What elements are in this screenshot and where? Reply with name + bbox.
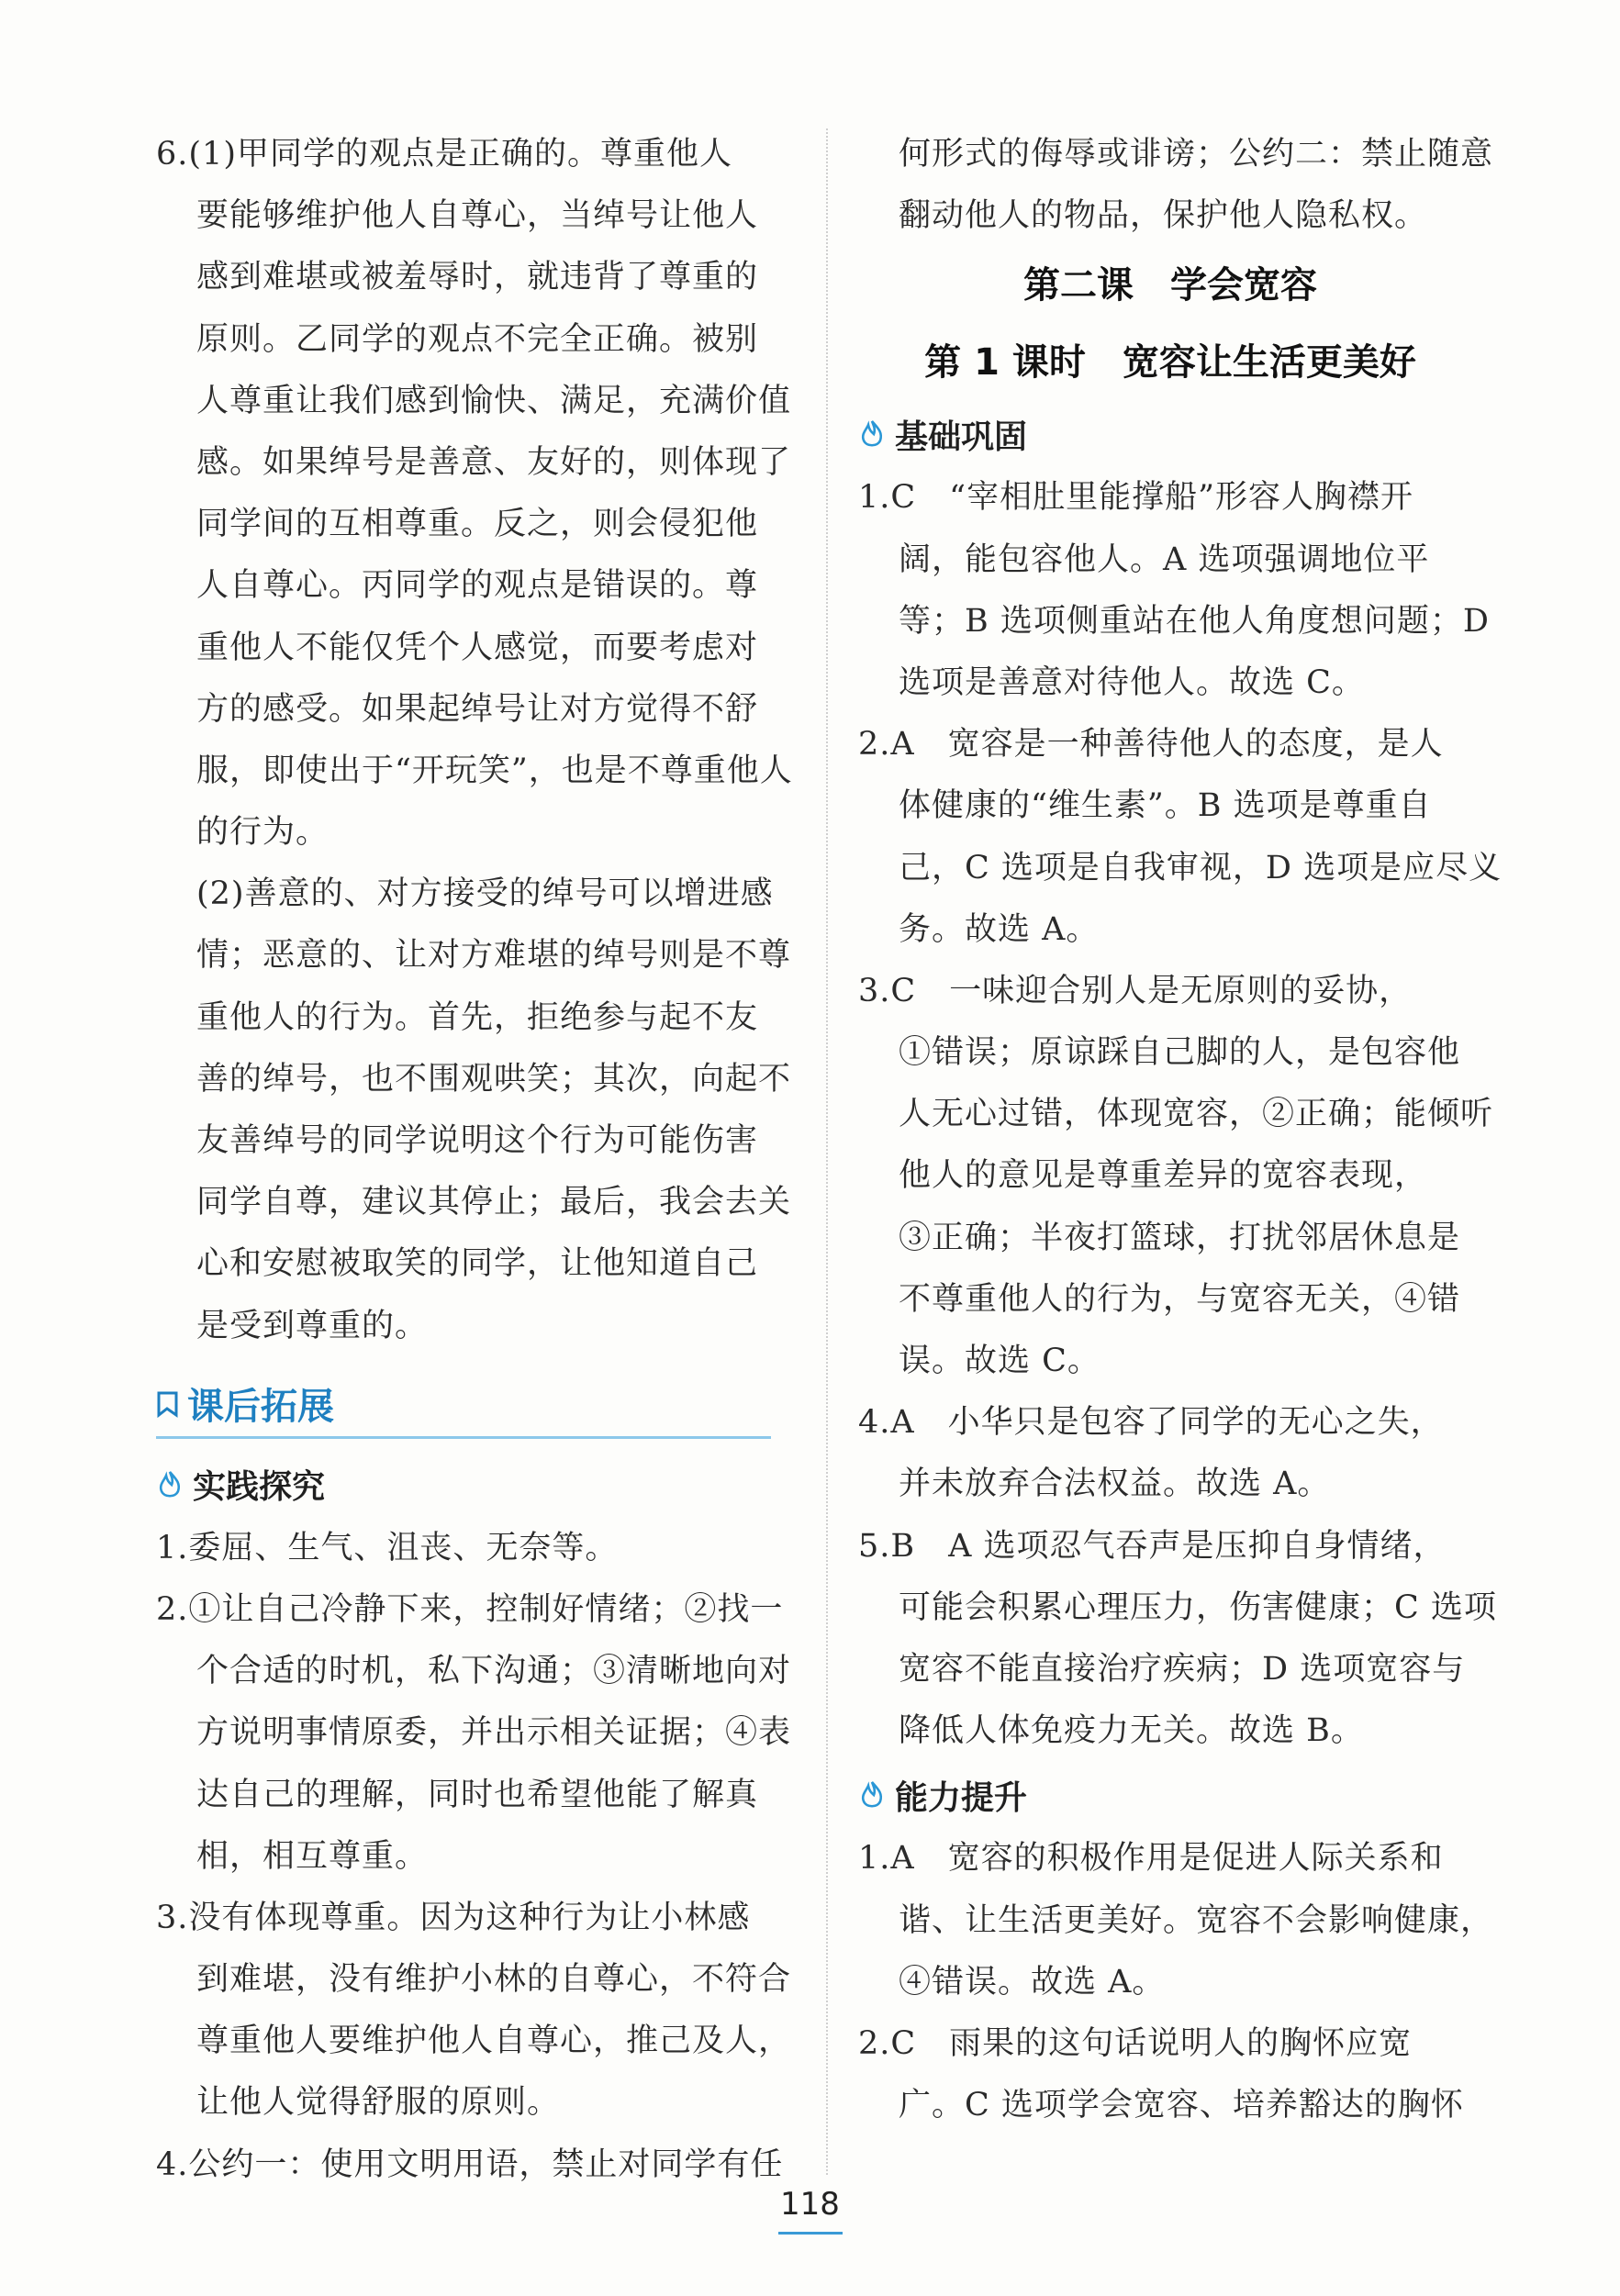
text-line: 降低人体免疫力无关。故选 B。 [899,1712,1364,1750]
flame-icon [156,1469,184,1500]
flame-icon [858,418,886,450]
text-line: 人无心过错，体现宽容，②正确；能倾听 [899,1096,1494,1133]
text-line: 宽容不能直接治疗疾病；D 选项宽容与 [899,1650,1466,1688]
period-title: 第 1 课时 宽容让生活更美好 [924,341,1416,385]
lesson-title: 第二课 学会宽容 [1023,264,1317,307]
text-line: 同学间的互相尊重。反之，则会侵犯他 [196,506,759,543]
text-line: 友善绰号的同学说明这个行为可能伤害 [196,1122,759,1159]
extension-header-label: 课后拓展 [187,1386,334,1429]
text-line: 1.C “宰相肚里能撑船”形容人胸襟开 [858,479,1413,517]
text-line: 服，即使出于“开玩笑”，也是不尊重他人 [196,752,793,789]
text-line: ③正确；半夜打篮球，打扰邻居休息是 [899,1219,1461,1256]
answer-4-continued [858,124,1494,247]
text-line: 同学自尊，建议其停止；最后，我会去关 [196,1184,792,1221]
text-line: 广。C 选项学会宽容、培养豁达的胸怀 [899,2087,1464,2124]
text-line: 个合适的时机，私下沟通；③清晰地向对 [196,1653,792,1690]
text-line: 感到难堪或被羞辱时，就违背了尊重的 [196,259,759,296]
text-line: 人自尊心。丙同学的观点是错误的。尊 [196,567,759,605]
after-class-extension-header [156,1372,771,1439]
text-line: 3.C 一味迎合别人是无原则的妥协， [858,972,1413,1009]
page-number: 118 [780,2186,840,2223]
text-line: ④错误。故选 A。 [899,1963,1166,2001]
text-line: 选项是善意对待他人。故选 C。 [899,663,1365,701]
ability-section-header [858,1762,1482,1828]
right-column [858,124,1503,2136]
text-line: 人尊重让我们感到愉快、满足，充满价值 [196,382,792,419]
text-line: 3.没有体现尊重。因为这种行为让小林感 [156,1899,751,1936]
bookmark-icon [156,1389,180,1419]
text-line: 尊重他人要维护他人自尊心，推己及人， [196,2023,792,2060]
text-line: 原则。乙同学的观点不完全正确。被别 [196,320,759,358]
text-line: 何形式的侮辱或诽谤；公约二：禁止随意 [899,136,1494,173]
text-line: 达自己的理解，同时也希望他能了解真 [196,1776,759,1813]
text-line: 并未放弃合法权益。故选 A。 [899,1466,1331,1503]
text-line: 善的绰号，也不围观哄笑；其次，向起不 [196,1060,792,1098]
flame-icon [858,1779,886,1811]
text-line: 重他人不能仅凭个人感觉，而要考虑对 [196,629,759,666]
text-line: 误。故选 C。 [899,1343,1100,1379]
text-line: 要能够维护他人自尊心，当绰号让他人 [196,197,759,235]
text-line: 重他人的行为。首先，拒绝参与起不友 [196,998,759,1036]
text-line: 阔，能包容他人。A 选项强调地位平 [899,541,1430,578]
practice-answers [156,1518,799,2196]
page-number-underline [778,2232,843,2235]
text-line: 5.B A 选项忍气吞声是压抑自身情绪， [858,1527,1447,1565]
text-line: 翻动他人的物品，保护他人隐私权。 [899,197,1428,235]
text-line: 2.A 宽容是一种善待他人的态度，是人 [858,726,1444,763]
text-line: 4.A 小华只是包容了同学的无心之失， [858,1404,1444,1442]
text-line: 己，C 选项是自我审视，D 选项是应尽义 [899,849,1503,886]
text-line: 6.(1)甲同学的观点是正确的。尊重他人 [156,136,732,173]
column-divider [826,128,828,2175]
text-line: 方说明事情原委，并出示相关证据；④表 [196,1714,792,1752]
text-line: 心和安慰被取笑的同学，让他知道自己 [196,1245,759,1283]
text-line: 不尊重他人的行为，与宽容无关，④错 [899,1280,1461,1318]
text-line: 4.公约一：使用文明用语，禁止对同学有任 [156,2146,784,2183]
basic-header-label: 基础巩固 [895,418,1028,456]
text-line: 2.C 雨果的这句话说明人的胸怀应宽 [858,2024,1413,2062]
text-line: 情；恶意的、让对方难堪的绰号则是不尊 [196,937,792,975]
text-line: 到难堪，没有维护小林的自尊心，不符合 [196,1961,792,1999]
text-line: 2.①让自己冷静下来，控制好情绪；②找一 [156,1590,784,1628]
text-line: 1.委屈、生气、沮丧、无奈等。 [156,1529,619,1566]
practice-section-header [156,1452,799,1518]
text-line: 体健康的“维生素”。B 选项是尊重自 [899,787,1432,825]
answer-6-block [156,124,799,1357]
text-line: 1.A 宽容的积极作用是促进人际关系和 [858,1840,1444,1878]
ability-answers [858,1828,1494,2136]
practice-header-label: 实践探究 [193,1468,326,1507]
basic-answers [858,467,1503,1762]
text-line: ①错误；原谅踩自己脚的人，是包容他 [899,1034,1461,1072]
text-line: 谐、让生活更美好。宽容不会影响健康， [899,1901,1494,1939]
text-line: 方的感受。如果起绰号让对方觉得不舒 [196,690,759,728]
text-line: 他人的意见是尊重差异的宽容表现， [899,1157,1428,1195]
left-column [156,124,799,2196]
basic-section-header [858,401,1482,467]
text-line: 相，相互尊重。 [196,1837,429,1875]
ability-header-label: 能力提升 [895,1778,1028,1817]
text-line: 等；B 选项侧重站在他人角度想问题；D [899,602,1490,640]
text-line: 感。如果绰号是善意、友好的，则体现了 [196,443,792,481]
text-line: 让他人觉得舒服的原则。 [196,2084,561,2122]
text-line: (2)善意的、对方接受的绰号可以增进感 [196,875,774,913]
text-line: 可能会积累心理压力，伤害健康；C 选项 [899,1588,1497,1626]
text-line: 的行为。 [196,814,330,852]
text-line: 务。故选 A。 [899,910,1100,948]
text-line: 是受到尊重的。 [196,1307,429,1344]
